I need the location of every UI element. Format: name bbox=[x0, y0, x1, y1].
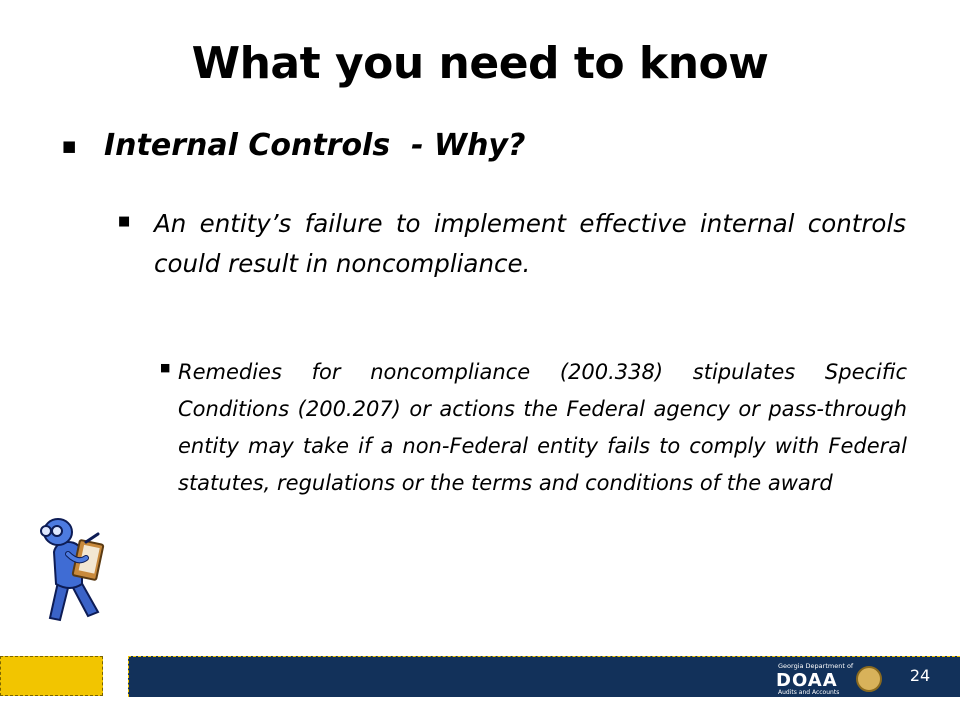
logo-audits-text: Audits and Accounts bbox=[778, 689, 840, 696]
footer-accent-block bbox=[0, 656, 103, 696]
person-with-clipboard-icon bbox=[24, 512, 116, 624]
state-seal-icon bbox=[856, 666, 882, 692]
doaa-logo bbox=[764, 660, 884, 696]
bullet-level1-icon: ■ bbox=[62, 137, 77, 155]
bullet-level3-icon: ■ bbox=[160, 361, 171, 374]
bullet-level1-text: Internal Controls - Why? bbox=[104, 128, 526, 163]
page-number: 24 bbox=[909, 666, 931, 685]
bullet-level3-text: Remedies for noncompliance (200.338) stipulates Specific Conditions (200.207) or actions the Federal agency or pass-through entity may take if a non-Federal entity fails to comply with Federal statutes, regulations or the terms and conditions of the award bbox=[178, 360, 907, 495]
slide-title: What you need to know bbox=[191, 38, 769, 89]
logo-department-text: Georgia Department of bbox=[778, 662, 854, 670]
bullet-level2-text: An entity’s failure to implement effective internal controls could result in noncompliance. bbox=[154, 209, 906, 278]
bullet-level2-icon: ■ bbox=[118, 214, 131, 229]
logo-doaa-text: DOAA bbox=[776, 670, 838, 691]
